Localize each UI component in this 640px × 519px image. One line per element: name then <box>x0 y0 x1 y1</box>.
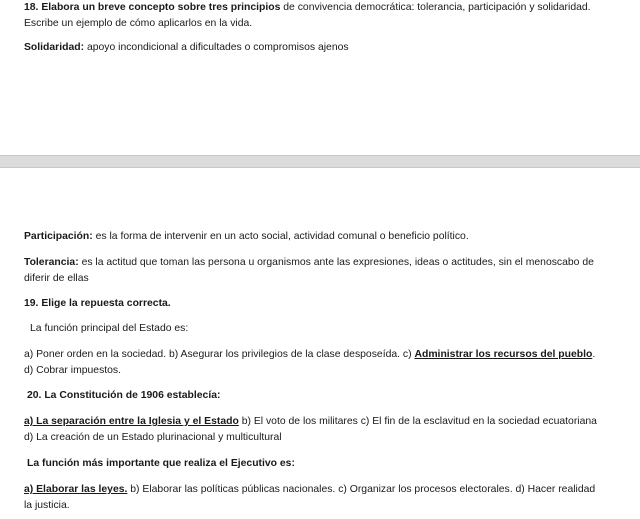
question-19-option-d: d) Cobrar impuestos. <box>24 365 122 376</box>
question-19-title: 19. Elige la repuesta correcta. <box>24 298 171 309</box>
participacion-paragraph <box>24 229 624 244</box>
question-19-answer-period: . <box>592 349 596 360</box>
question-20-answer: a) La separación entre la Iglesia y el Estado <box>24 416 239 427</box>
question-18-bold-text: Elabora un breve concepto sobre tres principios <box>41 2 281 13</box>
question-19-prompt: La función principal del Estado es: <box>30 323 189 334</box>
question-21-answer: a) Elaborar las leyes. <box>24 484 128 495</box>
page-separator <box>0 155 640 168</box>
question-18-line-2: Escribe un ejemplo de cómo aplicarlos en la vida. <box>24 18 253 29</box>
participacion-label: Participación: <box>24 231 93 242</box>
solidaridad-paragraph <box>24 40 624 55</box>
question-19-options <box>24 347 624 362</box>
document-page-1 <box>0 0 640 155</box>
tolerancia-line-2: diferir de ellas <box>24 273 89 284</box>
solidaridad-text: apoyo incondicional a dificultades o compromisos ajenos <box>86 42 349 53</box>
question-21-line-2: la justicia. <box>24 500 70 511</box>
question-19-answer: Administrar los recursos del pueblo <box>414 349 593 360</box>
tolerancia-label: Tolerancia: <box>24 257 79 268</box>
question-18-text: de convivencia democrática: tolerancia, participación y solidaridad. <box>283 2 591 13</box>
question-20-title: 20. La Constitución de 1906 establecía: <box>27 390 221 401</box>
question-18-number: 18. <box>24 2 39 13</box>
question-20-options-rest: b) El voto de los militares c) El fin de la esclavitud en la sociedad ecuatoriana <box>241 416 597 427</box>
question-21-title: La función más importante que realiza el Ejecutivo es: <box>27 458 295 469</box>
document-page-2 <box>0 168 640 519</box>
question-20-options <box>24 414 624 429</box>
tolerancia-paragraph <box>24 255 624 270</box>
solidaridad-label: Solidaridad: <box>24 42 85 53</box>
tolerancia-text: es la actitud que toman las persona u organismos ante las expresiones, ideas o actitudes, sin el menoscabo de <box>81 257 594 268</box>
participacion-text: es la forma de intervenir en un acto social, actividad comunal o beneficio político. <box>95 231 469 242</box>
question-21-options <box>24 482 624 497</box>
question-20-option-d: d) La creación de un Estado plurinacional y multicultural <box>24 432 282 443</box>
question-21-options-rest: b) Elaborar las políticas públicas nacionales. c) Organizar los procesos electorales. d) Hacer realidad <box>130 484 596 495</box>
question-18 <box>24 0 624 15</box>
question-19-options-a-c: a) Poner orden en la sociedad. b) Asegurar los privilegios de la clase desposeída. c) <box>24 349 412 360</box>
